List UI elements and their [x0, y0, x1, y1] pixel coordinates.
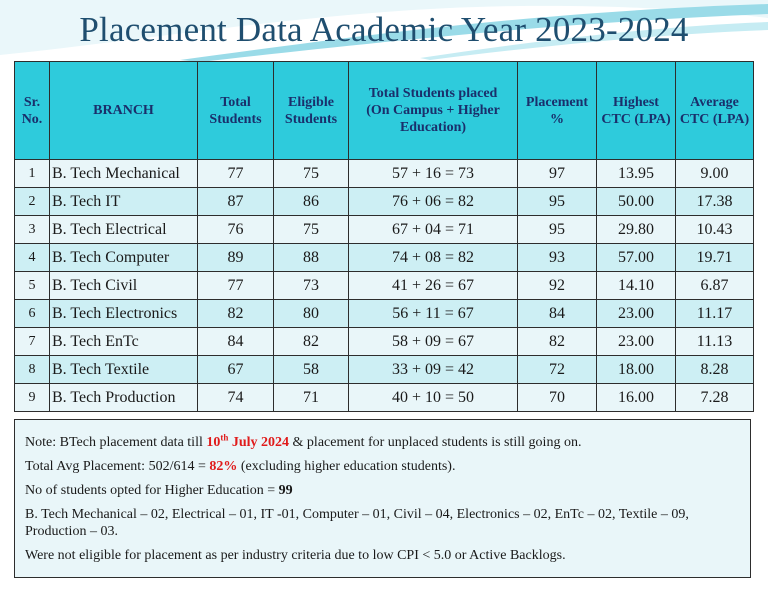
table-row — [15, 244, 754, 272]
cell-branch: B. Tech Mechanical — [50, 160, 198, 188]
cell-average-ctc: 17.38 — [676, 188, 754, 216]
header-total-students: Total Students — [198, 62, 274, 160]
cell-placement-percent: 97 — [518, 160, 597, 188]
cell-placement-percent: 70 — [518, 384, 597, 412]
cell-students-placed: 58 + 09 = 67 — [349, 328, 518, 356]
cell-sr-no: 6 — [15, 300, 50, 328]
cell-sr-no: 9 — [15, 384, 50, 412]
cell-average-ctc: 7.28 — [676, 384, 754, 412]
notes-panel — [14, 419, 751, 578]
cell-placement-percent: 82 — [518, 328, 597, 356]
note-date-highlight — [206, 432, 290, 450]
cell-branch: B. Tech IT — [50, 188, 198, 216]
cell-sr-no: 7 — [15, 328, 50, 356]
cell-students-placed: 41 + 26 = 67 — [349, 272, 518, 300]
table-row — [15, 160, 754, 188]
cell-eligible-students: 73 — [274, 272, 349, 300]
cell-students-placed: 56 + 11 = 67 — [349, 300, 518, 328]
cell-sr-no: 8 — [15, 356, 50, 384]
cell-highest-ctc: 50.00 — [597, 188, 676, 216]
cell-average-ctc: 10.43 — [676, 216, 754, 244]
header-students-placed — [349, 62, 518, 160]
cell-students-placed: 57 + 16 = 73 — [349, 160, 518, 188]
cell-students-placed: 67 + 04 = 71 — [349, 216, 518, 244]
header-eligible-students: Eligible Students — [274, 62, 349, 160]
cell-highest-ctc: 29.80 — [597, 216, 676, 244]
cell-students-placed: 33 + 09 = 42 — [349, 356, 518, 384]
cell-eligible-students: 71 — [274, 384, 349, 412]
cell-total-students: 76 — [198, 216, 274, 244]
cell-total-students: 77 — [198, 272, 274, 300]
cell-branch: B. Tech Computer — [50, 244, 198, 272]
note-date-suffix: th — [220, 432, 229, 443]
note-higher-education-count: 99 — [278, 483, 293, 498]
cell-placement-percent: 95 — [518, 188, 597, 216]
cell-average-ctc: 11.17 — [676, 300, 754, 328]
header-average-ctc: Average CTC (LPA) — [676, 62, 754, 160]
cell-sr-no: 5 — [15, 272, 50, 300]
header-highest-ctc: Highest CTC (LPA) — [597, 62, 676, 160]
cell-total-students: 84 — [198, 328, 274, 356]
cell-sr-no: 1 — [15, 160, 50, 188]
cell-total-students: 67 — [198, 356, 274, 384]
cell-sr-no: 2 — [15, 188, 50, 216]
cell-branch: B. Tech Electronics — [50, 300, 198, 328]
cell-total-students: 89 — [198, 244, 274, 272]
cell-branch: B. Tech Electrical — [50, 216, 198, 244]
header-students-placed-line1: Total Students placed — [368, 86, 498, 101]
cell-eligible-students: 82 — [274, 328, 349, 356]
cell-students-placed: 76 + 06 = 82 — [349, 188, 518, 216]
cell-eligible-students: 75 — [274, 160, 349, 188]
cell-sr-no: 4 — [15, 244, 50, 272]
cell-average-ctc: 6.87 — [676, 272, 754, 300]
cell-branch: B. Tech Production — [50, 384, 198, 412]
cell-highest-ctc: 16.00 — [597, 384, 676, 412]
table-row — [15, 300, 754, 328]
cell-average-ctc: 19.71 — [676, 244, 754, 272]
cell-average-ctc: 8.28 — [676, 356, 754, 384]
cell-average-ctc: 9.00 — [676, 160, 754, 188]
cell-highest-ctc: 23.00 — [597, 328, 676, 356]
page-title: Placement Data Academic Year 2023-2024 — [79, 10, 689, 49]
note-date-day: 10 — [206, 435, 221, 450]
cell-placement-percent: 93 — [518, 244, 597, 272]
cell-students-placed: 40 + 10 = 50 — [349, 384, 518, 412]
note-date-month: July 2024 — [228, 435, 290, 450]
cell-total-students: 74 — [198, 384, 274, 412]
cell-total-students: 87 — [198, 188, 274, 216]
cell-placement-percent: 72 — [518, 356, 597, 384]
header-placement-percent: Placement % — [518, 62, 597, 160]
cell-students-placed: 74 + 08 = 82 — [349, 244, 518, 272]
cell-placement-percent: 92 — [518, 272, 597, 300]
cell-highest-ctc: 18.00 — [597, 356, 676, 384]
cell-highest-ctc: 14.10 — [597, 272, 676, 300]
cell-eligible-students: 58 — [274, 356, 349, 384]
cell-total-students: 82 — [198, 300, 274, 328]
table-header-row — [15, 62, 754, 160]
header-sr-no: Sr. No. — [15, 62, 50, 160]
placement-table — [14, 61, 754, 412]
cell-highest-ctc: 13.95 — [597, 160, 676, 188]
note-total-avg-placement — [25, 458, 740, 475]
note-text: & placement for unplaced students is still going on. — [289, 435, 582, 450]
header-branch: BRANCH — [50, 62, 198, 160]
cell-eligible-students: 86 — [274, 188, 349, 216]
note-text: Total Avg Placement: 502/614 = — [25, 459, 210, 474]
table-row — [15, 328, 754, 356]
cell-eligible-students: 80 — [274, 300, 349, 328]
table-row — [15, 216, 754, 244]
note-higher-education — [25, 482, 740, 499]
header-students-placed-line2: (On Campus + Higher Education) — [366, 103, 500, 135]
cell-placement-percent: 95 — [518, 216, 597, 244]
note-eligibility-criteria: Were not eligible for placement as per industry criteria due to low CPI < 5.0 or Active Backlogs. — [25, 548, 566, 563]
note-branch-breakdown: B. Tech Mechanical – 02, Electrical – 01, IT -01, Computer – 01, Civil – 04, Electronics – 02, EnTc – 02, Textile – 09, Production – 03. — [25, 507, 689, 539]
cell-branch: B. Tech EnTc — [50, 328, 198, 356]
table-row — [15, 272, 754, 300]
cell-eligible-students: 88 — [274, 244, 349, 272]
cell-highest-ctc: 57.00 — [597, 244, 676, 272]
cell-total-students: 77 — [198, 160, 274, 188]
cell-sr-no: 3 — [15, 216, 50, 244]
table-row — [15, 384, 754, 412]
note-text: Note: BTech placement data till — [25, 435, 207, 450]
note-percent-highlight: 82% — [209, 459, 238, 474]
cell-eligible-students: 75 — [274, 216, 349, 244]
note-placement-date — [25, 434, 740, 451]
table-row — [15, 356, 754, 384]
table-row — [15, 188, 754, 216]
cell-branch: B. Tech Textile — [50, 356, 198, 384]
note-text: No of students opted for Higher Education = — [25, 483, 279, 498]
note-text: (excluding higher education students). — [237, 459, 456, 474]
cell-highest-ctc: 23.00 — [597, 300, 676, 328]
cell-average-ctc: 11.13 — [676, 328, 754, 356]
cell-placement-percent: 84 — [518, 300, 597, 328]
cell-branch: B. Tech Civil — [50, 272, 198, 300]
